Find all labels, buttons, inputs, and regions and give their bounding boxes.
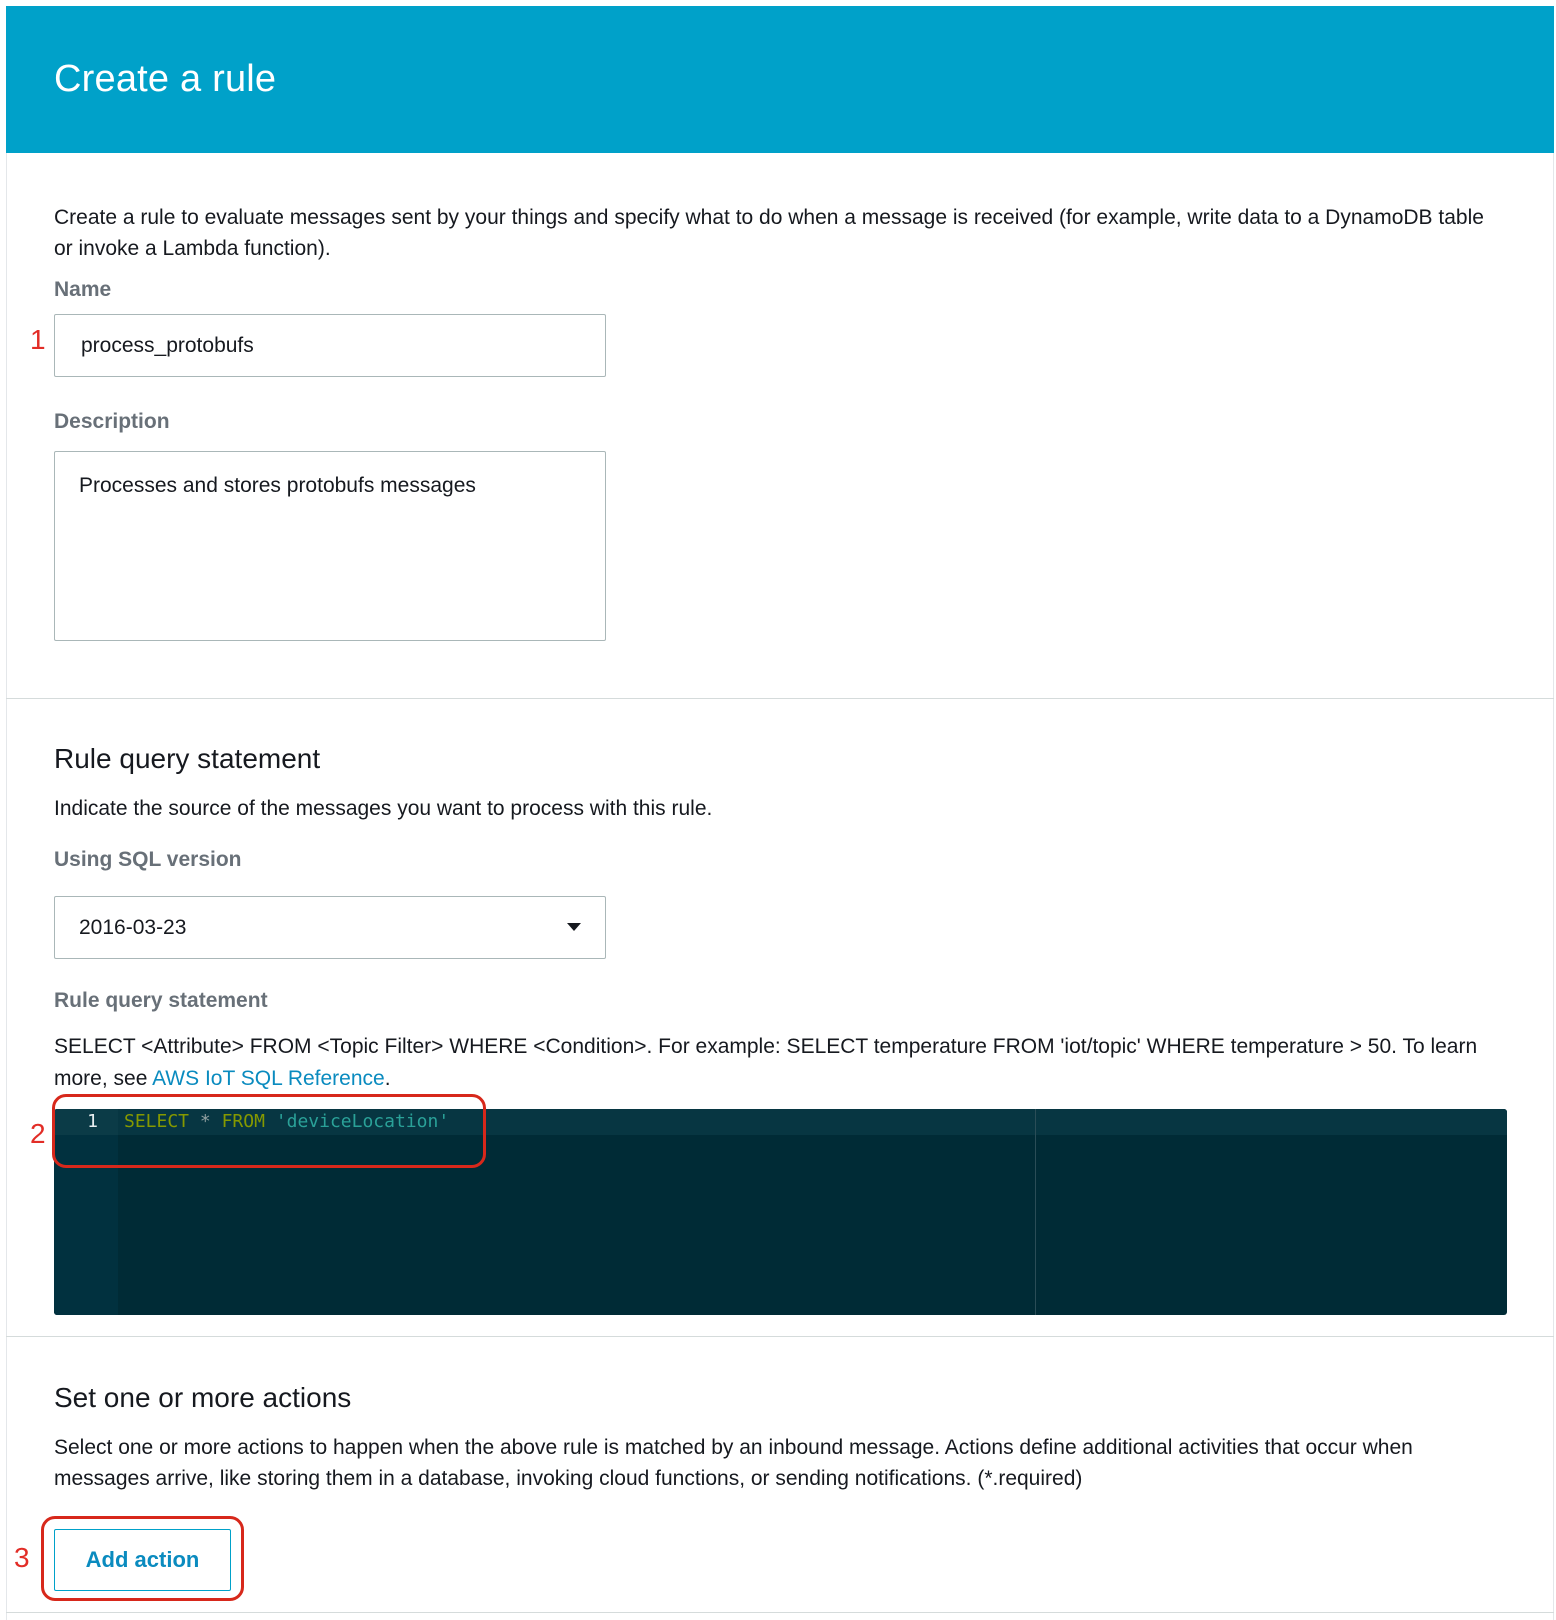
annotation-2: 2 — [30, 1118, 46, 1149]
name-label: Name — [54, 278, 112, 301]
intro-text: Create a rule to evaluate messages sent by your things and specify what to do when a message is received (for example, write data to a DynamoDB table or invoke a Lambda function). — [54, 206, 1484, 260]
actions-description: Select one or more actions to happen when the above rule is matched by an inbound message. Actions define additional activities that occur when messages arrive, like storing them in a database, invoking cloud functions, or sending notifications. (*.required) — [54, 1436, 1413, 1490]
sql-version-select[interactable] — [54, 896, 606, 959]
add-action-button[interactable]: Add action — [54, 1529, 231, 1591]
section-divider — [6, 1612, 1554, 1613]
rule-query-statement-label: Rule query statement — [54, 989, 268, 1012]
sql-help-text — [54, 1031, 1514, 1095]
name-input[interactable]: process_protobufs — [54, 314, 606, 377]
page-header — [6, 6, 1554, 153]
page-title: Create a rule — [54, 58, 277, 100]
rule-query-description: Indicate the source of the messages you want to process with this rule. — [54, 797, 713, 820]
sql-topic-string: 'deviceLocation' — [275, 1111, 450, 1132]
annotation-3: 3 — [14, 1542, 30, 1573]
sql-help-suffix: . — [384, 1067, 391, 1090]
sql-keyword-select: SELECT — [124, 1111, 190, 1132]
rule-query-title: Rule query statement — [54, 743, 321, 774]
editor-print-margin — [1035, 1109, 1036, 1315]
actions-title: Set one or more actions — [54, 1382, 352, 1413]
section-divider — [6, 698, 1554, 699]
sql-help-body: SELECT <Attribute> FROM <Topic Filter> WHERE <Condition>. For example: SELECT temperature FROM 'iot/topic' WHERE temperature > 50. To learn more, see — [54, 1035, 1478, 1090]
chevron-down-icon — [567, 923, 581, 931]
annotation-1: 1 — [30, 324, 46, 355]
aws-iot-sql-reference-link[interactable]: AWS IoT SQL Reference — [152, 1067, 385, 1090]
sql-version-value: 2016-03-23 — [79, 916, 187, 939]
annotation-highlight-add-action — [41, 1516, 244, 1601]
sql-star: * — [199, 1111, 211, 1132]
description-label: Description — [54, 410, 170, 433]
editor-line-number: 1 — [87, 1111, 98, 1132]
section-divider — [6, 1336, 1554, 1337]
description-textarea[interactable]: Processes and stores protobufs messages — [54, 451, 606, 641]
sql-version-label: Using SQL version — [54, 848, 242, 871]
sql-keyword-from: FROM — [221, 1111, 265, 1132]
annotation-highlight-query — [52, 1094, 486, 1168]
